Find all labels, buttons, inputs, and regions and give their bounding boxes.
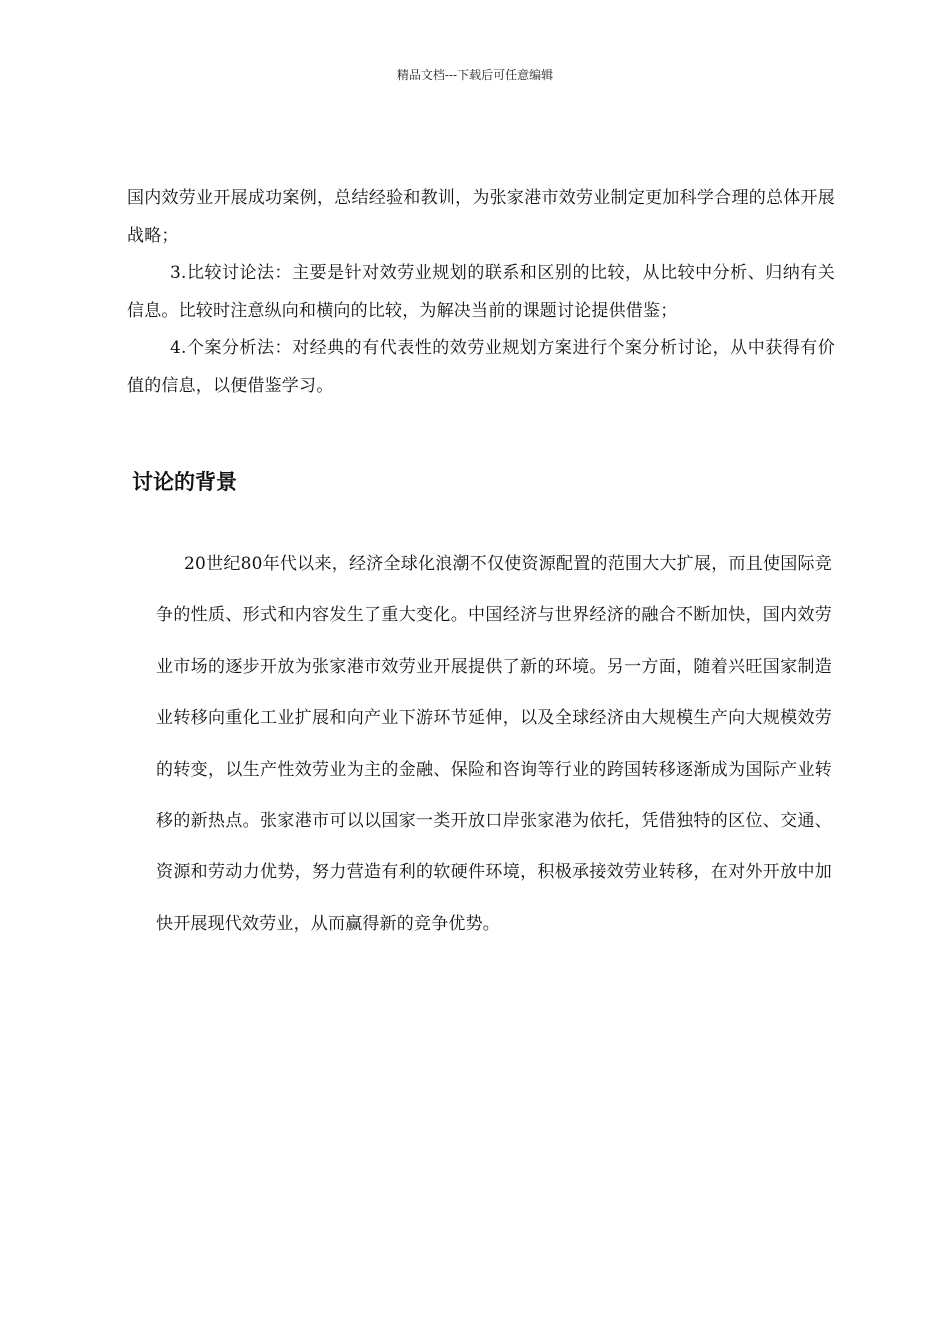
body-section-methods	[127, 180, 835, 405]
paragraph-background: 20世纪80年代以来，经济全球化浪潮不仅使资源配置的范围大大扩展，而且使国际竞争的性质、形式和内容发生了重大变化。中国经济与世界经济的融合不断加快，国内效劳业市场的逐步开放为张家港市效劳业开展提供了新的环境。另一方面，随着兴旺国家制造业转移向重化工业扩展和向产业下游环节延伸，以及全球经济由大规模生产向大规模效劳的转变，以生产性效劳业为主的金融、保险和咨询等行业的跨国转移逐渐成为国际产业转移的新热点。张家港市可以以国家一类开放口岸张家港为依托，凭借独特的区位、交通、资源和劳动力优势，努力营造有利的软硬件环境，积极承接效劳业转移，在对外开放中加快开展现代效劳业，从而赢得新的竞争优势。	[156, 554, 832, 934]
section-heading-background: 讨论的背景	[132, 470, 237, 494]
paragraph-case-analysis-method: 4.个案分析法：对经典的有代表性的效劳业规划方案进行个案分析讨论，从中获得有价值的信息，以便借鉴学习。	[127, 338, 835, 396]
paragraph-comparison-method: 3.比较讨论法：主要是针对效劳业规划的联系和区别的比较，从比较中分析、归纳有关信息。比较时注意纵向和横向的比较，为解决当前的课题讨论提供借鉴；	[127, 263, 835, 321]
body-section-background	[156, 539, 832, 950]
paragraph-continuation: 国内效劳业开展成功案例，总结经验和教训，为张家港市效劳业制定更加科学合理的总体开展战略；	[127, 188, 835, 246]
page-header: 精品文档---下载后可任意编辑	[396, 68, 554, 82]
